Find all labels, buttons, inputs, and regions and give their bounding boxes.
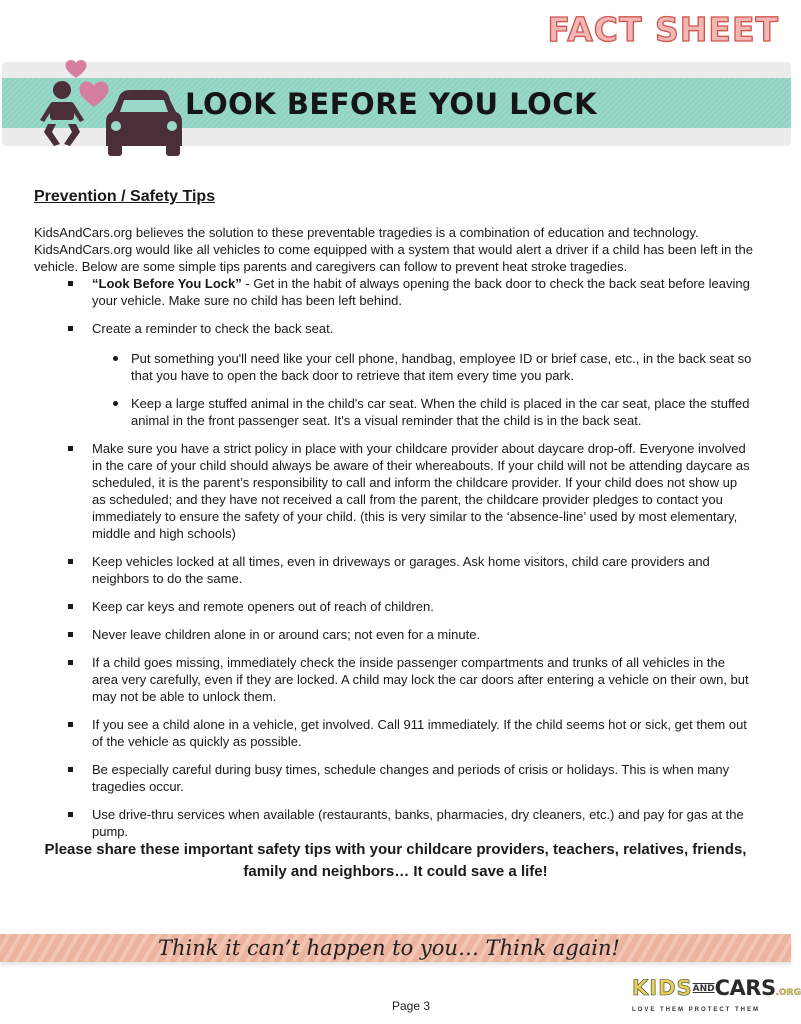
list-item (34, 716, 754, 750)
intro-paragraph: KidsAndCars.org believes the solution to these preventable tragedies is a combination of education and technology. KidsAndCars.org would like all vehicles to come equipped with a system that would alert a driver if a child has been left in the vehicle. Below are some simple tips parents and caregivers can follow to prevent heat stroke tragedies. (34, 225, 753, 274)
tips-list (34, 275, 754, 840)
baby-icon (40, 81, 84, 146)
tip-text: Keep car keys and remote openers out of reach of children. (92, 599, 434, 614)
bullet-square (68, 559, 73, 564)
bullet-square (68, 660, 73, 665)
bullet-square (68, 767, 73, 772)
bullet-square (68, 722, 73, 727)
logo-tagline: LOVE THEM PROTECT THEM (632, 1007, 760, 1013)
heart-icon (65, 60, 86, 78)
sub-list (92, 350, 754, 429)
tip-text: Be especially careful during busy times, schedule changes and periods of crisis or holidays. This is when many tragedies occur. (92, 762, 730, 794)
tip-text: Make sure you have a strict policy in place with your childcare provider about daycare drop-off. Everyone involved in the care of your child should always be aware of their whereabouts. If your child will not be attending daycare as scheduled, it is the parent’s responsibility to call and inform the childcare provider. If your child does not show up as scheduled; and they have not received a call from the parent, the childcare provider pledges to contact you immediately to ensure the safety of your child. (this is very similar to the ‘absence-line’ used by most elementary, middle and high schools) (92, 441, 750, 541)
section-title: Prevention / Safety Tips (34, 188, 216, 205)
tagline-text: Think it can’t happen to you… Think again! (158, 936, 620, 960)
bullet-square (68, 281, 73, 286)
tip-text: Never leave children alone in or around cars; not even for a minute. (92, 627, 481, 642)
list-item (34, 626, 754, 643)
tip-text: Create a reminder to check the back seat. (92, 321, 334, 336)
closing-message: Please share these important safety tips with your childcare providers, teachers, relatives, friends, family and neighbors… It could save a life! (44, 841, 747, 880)
list-item (34, 553, 754, 587)
list-item (34, 654, 754, 705)
logo-org: .ORG (775, 988, 801, 998)
logo-cars: CARS (714, 976, 776, 1000)
fact-sheet-label: FACT SHEET (547, 10, 779, 49)
bullet-square (68, 812, 73, 817)
tip-text: Use drive-thru services when available (restaurants, banks, pharmacies, dry cleaners, etc.) and pay for gas at the pump. (92, 807, 744, 839)
baby-and-car-illustration (18, 60, 168, 158)
kidsandcars-logo (632, 976, 801, 1018)
sub-tip-text: Keep a large stuffed animal in the child's car seat. When the child is placed in the car seat, place the stuffed animal in the front passenger seat. It's a visual reminder that the child is in the back seat. (131, 396, 750, 428)
sub-tip-text: Put something you'll need like your cell phone, handbag, employee ID or brief case, etc., in the back seat so that you have to open the back door to retrieve that item every time you park. (131, 351, 752, 383)
bullet-square (68, 604, 73, 609)
list-item (34, 440, 754, 542)
heart-icon (80, 82, 109, 108)
bullet-square (68, 446, 73, 451)
logo-kids: KIDS (632, 976, 693, 1000)
sub-list-item (92, 395, 754, 429)
bullet-square (68, 326, 73, 331)
bullet-dot (113, 401, 118, 406)
list-item (34, 320, 754, 429)
logo-wordmark (632, 976, 801, 1005)
bullet-square (68, 632, 73, 637)
list-item (34, 598, 754, 615)
logo-and: AND (692, 984, 715, 994)
sub-list-item (92, 350, 754, 384)
banner-title: LOOK BEFORE YOU LOCK (185, 87, 598, 121)
list-item (34, 275, 754, 309)
tip-text: - Get in the habit of always opening the back door to check the back seat before leaving your vehicle. Make sure no child has been left behind. (92, 276, 750, 308)
page-number: Page 3 (392, 999, 431, 1013)
prevention-tips-section (34, 187, 754, 840)
list-item (34, 761, 754, 795)
tip-text: If a child goes missing, immediately check the inside passenger compartments and trunks of all vehicles in the area very carefully, even if they are locked. A child may lock the car doors after entering a vehicle on their own, but may not be able to unlock them. (92, 655, 749, 704)
tip-text: Keep vehicles locked at all times, even in driveways or garages. Ask home visitors, child care providers and neighbors to do the same. (92, 554, 710, 586)
tip-text: If you see a child alone in a vehicle, get involved. Call 911 immediately. If the child seems hot or sick, get them out of the vehicle as quickly as possible. (92, 717, 747, 749)
tip-bold-lead: “Look Before You Lock” (92, 276, 242, 291)
bullet-dot (113, 356, 118, 361)
list-item (34, 806, 754, 840)
